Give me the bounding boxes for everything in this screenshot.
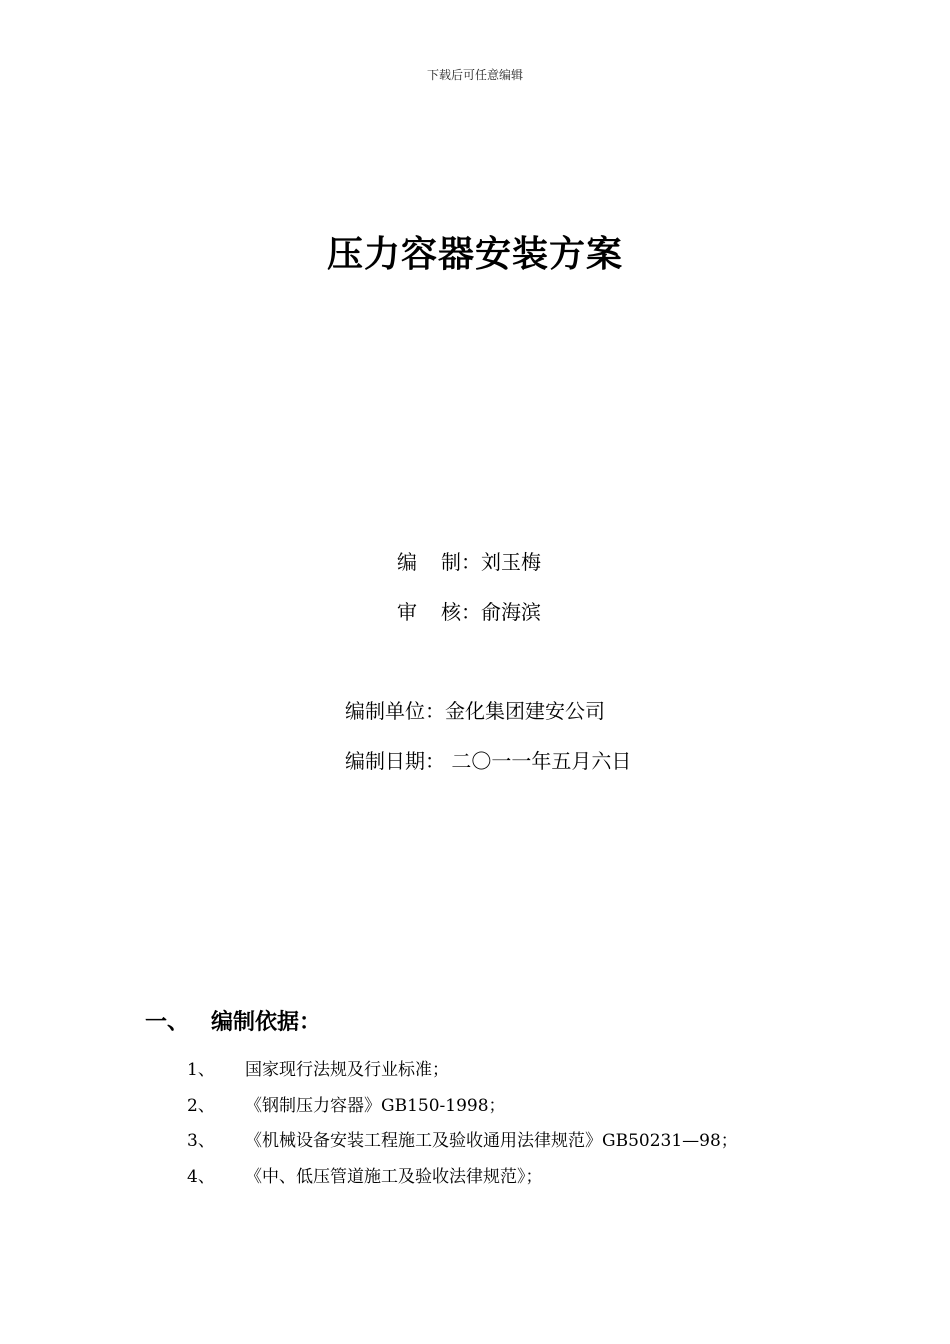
compiling-date-value: 二〇一一年五月六日 <box>445 749 632 773</box>
section-heading <box>145 1005 321 1036</box>
list-item <box>187 1056 738 1092</box>
list-item-text: 《钢制压力容器》GB150-1998； <box>245 1095 506 1116</box>
list-item <box>187 1127 738 1163</box>
compiling-date-colon: ： <box>425 749 445 773</box>
list-item-index: 4、 <box>187 1166 215 1187</box>
list-item-index: 1、 <box>187 1060 215 1080</box>
list-item-text: 国家现行法规及行业标准； <box>245 1060 449 1080</box>
compiler-row <box>397 546 541 575</box>
compiling-unit-value: 金化集团建安公司 <box>445 699 605 723</box>
compiling-date-row <box>345 745 631 774</box>
section-title: 编制依据： <box>211 1010 322 1035</box>
compiling-unit-colon: ： <box>425 699 445 723</box>
compiling-unit-label: 编制单位 <box>345 699 425 723</box>
section-number: 一、 <box>145 1010 190 1035</box>
compiler-label <box>397 546 461 575</box>
compiling-date-label: 编制日期 <box>345 749 425 773</box>
reviewer-colon: ： <box>461 600 481 624</box>
compiler-colon: ： <box>461 550 481 574</box>
reviewer-name: 俞海滨 <box>481 600 541 624</box>
list-item-index: 2、 <box>187 1095 215 1116</box>
list-item-text: 《机械设备安装工程施工及验收通用法律规范》GB50231—98； <box>245 1131 738 1151</box>
list-item <box>187 1092 738 1128</box>
compiler-label-char-2: 制 <box>441 550 461 574</box>
compiling-unit-row <box>345 695 605 724</box>
list-item <box>187 1163 738 1199</box>
list-item-index: 3、 <box>187 1131 215 1151</box>
list-item-text: 《中、低压管道施工及验收法律规范》； <box>245 1166 543 1187</box>
document-title: 压力容器安装方案 <box>326 234 623 275</box>
reviewer-label <box>397 596 461 625</box>
compiler-name: 刘玉梅 <box>481 550 541 574</box>
compiler-label-char-1: 编 <box>397 550 417 574</box>
reviewer-label-char-1: 审 <box>397 600 417 624</box>
reviewer-label-char-2: 核 <box>441 600 461 624</box>
reviewer-row <box>397 596 541 625</box>
page-header-note: 下载后可任意编辑 <box>426 68 523 82</box>
basis-list <box>187 1056 738 1198</box>
